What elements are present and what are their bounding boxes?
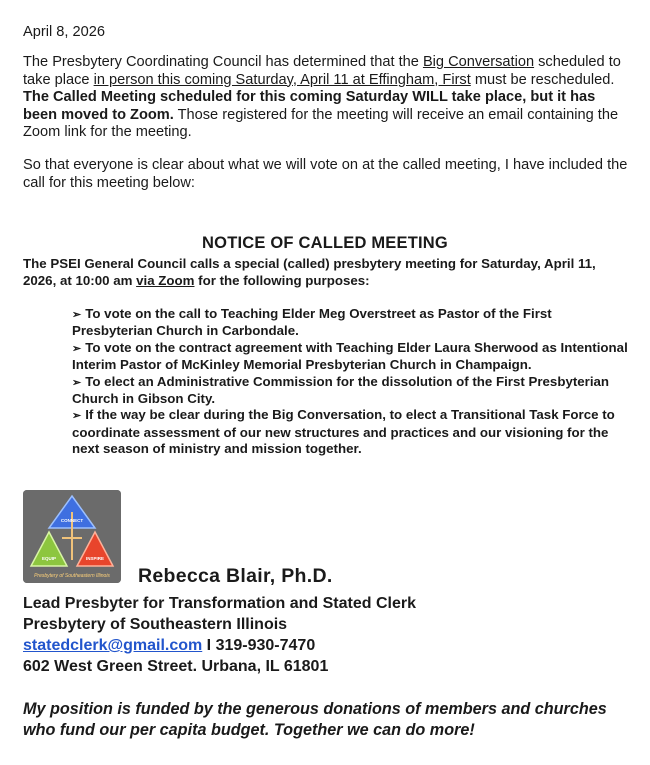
- arrow-bullet-icon: ➢: [72, 410, 82, 423]
- closing-statement: My position is funded by the generous donations of members and churches who fund our per capita budget. Together we can do more!: [23, 700, 607, 739]
- text-run: Those registered for the meeting will receive an email containing the Zoom link for the meeting.: [23, 106, 619, 140]
- signature-title: Lead Presbyter for Transformation and Stated Clerk: [23, 595, 416, 612]
- text-run: scheduled to take place: [23, 54, 621, 88]
- notice-text: The PSEI General Council calls a special (called) presbytery meeting for Saturday, April 11, 2026, at 10:00 am: [23, 256, 596, 288]
- signature-name: Rebecca Blair, Ph.D.: [138, 565, 333, 587]
- bold-announcement: The Called Meeting scheduled for this coming Saturday WILL take place, but it has been moved to Zoom.: [23, 89, 596, 123]
- notice-text: for the following purposes:: [194, 272, 370, 288]
- contact-separator: I: [202, 637, 216, 654]
- notice-body: [23, 256, 623, 289]
- logo-equip-label: EQUIP: [41, 556, 57, 561]
- arrow-bullet-icon: ➢: [72, 376, 82, 389]
- text-run: The Presbytery Coordinating Council has determined that the: [23, 54, 423, 70]
- signature-contact: [23, 636, 315, 656]
- text-run: must be rescheduled.: [470, 71, 615, 88]
- presbytery-logo: [23, 490, 121, 583]
- via-zoom-underline: via Zoom: [136, 272, 195, 288]
- arrow-bullet-icon: ➢: [72, 342, 82, 355]
- purpose-text: To vote on the contract agreement with Teaching Elder Laura Sherwood as Intentional Interim Pastor of McKinley Memorial Presbyterian Church in Champaign.: [72, 339, 628, 373]
- logo-inspire-label: INSPIRE: [85, 556, 105, 561]
- paragraph-intro-call: So that everyone is clear about what we will vote on at the called meeting, I have included the call for this meeting below:: [23, 157, 628, 191]
- logo-org-label: Presbytery of Southeastern Illinois: [34, 573, 110, 579]
- big-conversation-underline: Big Conversation: [422, 54, 535, 70]
- purpose-text: If the way be clear during the Big Conversation, to elect a Transitional Task Force to coordinate assessment of our new structures and practices and our visioning for the next season of ministry and mission together.: [72, 407, 615, 457]
- notice-title: NOTICE OF CALLED MEETING: [202, 234, 448, 252]
- list-item: [72, 407, 632, 457]
- email-link[interactable]: statedclerk@gmail.com: [23, 637, 203, 654]
- purpose-text: To vote on the call to Teaching Elder Meg Overstreet as Pastor of the First Presbyterian Church in Carbondale.: [72, 306, 552, 339]
- list-item: [72, 374, 632, 408]
- logo-graphic-icon: [23, 490, 121, 583]
- list-item: [72, 340, 632, 374]
- in-person-underline: in person this coming Saturday, April 11 at Effingham, First: [93, 71, 471, 88]
- purpose-text: To elect an Administrative Commission for the dissolution of the First Presbyterian Church in Gibson City.: [72, 373, 610, 407]
- signature-address: 602 West Green Street. Urbana, IL 61801: [23, 658, 329, 675]
- arrow-bullet-icon: ➢: [72, 309, 82, 321]
- purposes-list: [72, 306, 632, 458]
- letter-date: April 8, 2026: [23, 24, 105, 40]
- logo-connect-label: CONNECT: [60, 518, 84, 523]
- paragraph-reschedule: [23, 54, 633, 142]
- signature-org: Presbytery of Southeastern Illinois: [23, 616, 288, 633]
- phone-number: 319-930-7470: [215, 637, 316, 654]
- list-item: [72, 306, 632, 340]
